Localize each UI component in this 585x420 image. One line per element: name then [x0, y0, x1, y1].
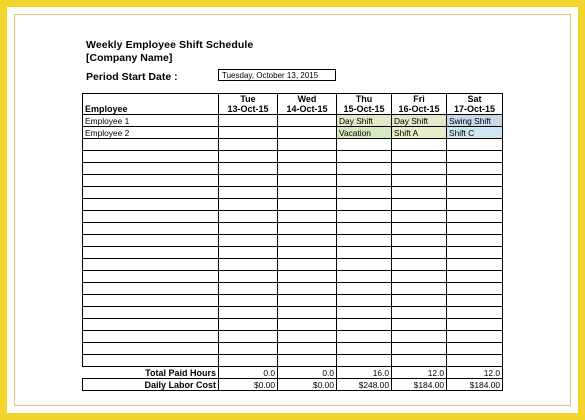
shift-cell[interactable]	[447, 319, 503, 331]
shift-cell[interactable]	[337, 283, 392, 295]
shift-cell[interactable]: Swing Shift	[447, 115, 503, 127]
shift-cell[interactable]	[337, 319, 392, 331]
shift-cell[interactable]	[337, 199, 392, 211]
shift-cell[interactable]	[392, 295, 447, 307]
shift-cell[interactable]	[447, 223, 503, 235]
total-paid-hours-row	[83, 367, 503, 379]
shift-cell[interactable]	[219, 355, 278, 367]
period-start-label: Period Start Date :	[86, 71, 178, 83]
shift-cell[interactable]	[219, 223, 278, 235]
employee-cell[interactable]	[83, 319, 219, 331]
day-name: Tue	[240, 94, 256, 104]
day-date: 16-Oct-15	[398, 104, 440, 114]
shift-cell[interactable]	[219, 199, 278, 211]
employee-cell[interactable]	[83, 331, 219, 343]
shift-cell[interactable]	[219, 175, 278, 187]
employee-cell[interactable]	[83, 199, 219, 211]
shift-cell[interactable]	[337, 271, 392, 283]
shift-cell[interactable]	[337, 247, 392, 259]
table-header-row	[83, 94, 503, 115]
shift-cell[interactable]	[337, 187, 392, 199]
shift-cell[interactable]	[392, 319, 447, 331]
table-row	[83, 163, 503, 175]
shift-cell[interactable]	[278, 247, 337, 259]
shift-cell[interactable]	[278, 199, 337, 211]
shift-cell[interactable]	[219, 247, 278, 259]
day-header-wed	[278, 94, 337, 115]
shift-cell[interactable]	[278, 271, 337, 283]
day-header-tue	[219, 94, 278, 115]
table-row	[83, 283, 503, 295]
shift-cell[interactable]	[447, 307, 503, 319]
shift-cell[interactable]	[447, 355, 503, 367]
shift-cell[interactable]	[447, 271, 503, 283]
employee-cell[interactable]	[83, 139, 219, 151]
shift-cell[interactable]	[447, 331, 503, 343]
shift-cell[interactable]	[337, 259, 392, 271]
shift-cell[interactable]	[447, 139, 503, 151]
shift-cell[interactable]	[392, 223, 447, 235]
employee-cell[interactable]	[83, 187, 219, 199]
table-row	[83, 151, 503, 163]
shift-cell[interactable]	[337, 307, 392, 319]
day-date: 14-Oct-15	[286, 104, 328, 114]
shift-cell[interactable]	[278, 127, 337, 139]
day-date: 17-Oct-15	[453, 104, 496, 114]
shift-cell[interactable]	[278, 175, 337, 187]
shift-cell[interactable]	[219, 163, 278, 175]
table-row	[83, 127, 503, 139]
table-row	[83, 343, 503, 355]
employee-cell[interactable]	[83, 355, 219, 367]
shift-cell[interactable]	[447, 163, 503, 175]
shift-cell[interactable]	[337, 295, 392, 307]
table-row	[83, 211, 503, 223]
table-row	[83, 295, 503, 307]
table-row	[83, 355, 503, 367]
daily-labor-cost-row	[83, 379, 503, 391]
shift-cell[interactable]	[219, 211, 278, 223]
table-row	[83, 307, 503, 319]
table-row	[83, 115, 503, 127]
shift-cell[interactable]	[219, 295, 278, 307]
shift-cell[interactable]: Vacation	[337, 127, 392, 139]
shift-cell[interactable]: Day Shift	[392, 115, 447, 127]
shift-cell[interactable]	[219, 187, 278, 199]
shift-cell[interactable]	[278, 355, 337, 367]
shift-cell[interactable]	[278, 259, 337, 271]
total-paid-hours-label: Total Paid Hours	[83, 367, 219, 379]
table-row	[83, 187, 503, 199]
shift-cell[interactable]	[219, 127, 278, 139]
employee-cell[interactable]	[83, 223, 219, 235]
shift-cell[interactable]: Shift A	[392, 127, 447, 139]
shift-cell[interactable]	[337, 223, 392, 235]
cost-cell: $184.00	[392, 379, 447, 391]
total-cell: 12.0	[392, 367, 447, 379]
shift-cell[interactable]	[219, 151, 278, 163]
shift-cell[interactable]	[278, 295, 337, 307]
shift-cell[interactable]	[278, 211, 337, 223]
shift-cell[interactable]	[392, 283, 447, 295]
shift-cell[interactable]	[337, 343, 392, 355]
cost-cell: $0.00	[219, 379, 278, 391]
shift-cell[interactable]	[392, 187, 447, 199]
shift-cell[interactable]	[447, 151, 503, 163]
shift-cell[interactable]	[392, 307, 447, 319]
total-cell: 12.0	[447, 367, 503, 379]
shift-cell[interactable]: Shift C	[447, 127, 503, 139]
total-cell: 16.0	[337, 367, 392, 379]
shift-cell[interactable]	[278, 343, 337, 355]
employee-cell[interactable]	[83, 247, 219, 259]
table-row	[83, 223, 503, 235]
shift-cell[interactable]	[447, 187, 503, 199]
shift-cell[interactable]	[337, 331, 392, 343]
day-header-sat	[447, 94, 503, 115]
table-row	[83, 235, 503, 247]
shift-cell[interactable]	[278, 235, 337, 247]
day-header-fri	[392, 94, 447, 115]
shift-cell[interactable]	[278, 139, 337, 151]
shift-cell[interactable]	[447, 343, 503, 355]
shift-cell[interactable]	[219, 343, 278, 355]
day-name: Fri	[413, 94, 425, 104]
cost-cell: $0.00	[278, 379, 337, 391]
shift-cell[interactable]	[337, 175, 392, 187]
period-start-input[interactable]: Tuesday, October 13, 2015	[218, 69, 336, 81]
day-date: 13-Oct-15	[227, 104, 269, 114]
employee-cell[interactable]	[83, 307, 219, 319]
cost-cell: $184.00	[447, 379, 503, 391]
shift-cell[interactable]	[392, 199, 447, 211]
shift-cell[interactable]	[392, 343, 447, 355]
day-header-thu	[337, 94, 392, 115]
shift-cell[interactable]	[392, 271, 447, 283]
schedule-table	[82, 93, 503, 391]
shift-cell[interactable]	[337, 211, 392, 223]
shift-cell[interactable]: Day Shift	[337, 115, 392, 127]
shift-cell[interactable]	[392, 151, 447, 163]
day-name: Wed	[297, 94, 317, 104]
shift-cell[interactable]	[447, 259, 503, 271]
shift-cell[interactable]	[392, 331, 447, 343]
shift-cell[interactable]	[278, 223, 337, 235]
shift-cell[interactable]	[278, 331, 337, 343]
shift-cell[interactable]	[219, 115, 278, 127]
employee-cell[interactable]: Employee 1	[83, 115, 219, 127]
shift-cell[interactable]	[392, 139, 447, 151]
table-row	[83, 247, 503, 259]
blank-rows	[83, 139, 503, 367]
shift-cell[interactable]	[219, 139, 278, 151]
shift-cell[interactable]	[219, 331, 278, 343]
shift-cell[interactable]	[219, 259, 278, 271]
shift-cell[interactable]	[447, 175, 503, 187]
day-name: Thu	[355, 94, 373, 104]
employee-cell[interactable]	[83, 283, 219, 295]
shift-cell[interactable]	[219, 319, 278, 331]
shift-cell[interactable]	[337, 151, 392, 163]
shift-cell[interactable]	[392, 235, 447, 247]
table-row	[83, 259, 503, 271]
table-row	[83, 199, 503, 211]
company-name: [Company Name]	[86, 52, 173, 64]
shift-cell[interactable]	[392, 175, 447, 187]
table-row	[83, 139, 503, 151]
shift-cell[interactable]	[392, 355, 447, 367]
employee-cell[interactable]: Employee 2	[83, 127, 219, 139]
table-row	[83, 271, 503, 283]
table-row	[83, 175, 503, 187]
shift-cell[interactable]	[278, 283, 337, 295]
shift-cell[interactable]	[337, 235, 392, 247]
day-date: 15-Oct-15	[343, 104, 385, 114]
schedule-title: Weekly Employee Shift Schedule	[86, 39, 254, 51]
employee-cell[interactable]	[83, 259, 219, 271]
shift-cell[interactable]	[278, 115, 337, 127]
day-name: Sat	[467, 94, 482, 104]
shift-cell[interactable]	[278, 151, 337, 163]
shift-cell[interactable]	[219, 283, 278, 295]
shift-cell[interactable]	[447, 235, 503, 247]
employee-cell[interactable]	[83, 343, 219, 355]
table-row	[83, 319, 503, 331]
employee-cell[interactable]	[83, 151, 219, 163]
shift-cell[interactable]	[392, 211, 447, 223]
shift-cell[interactable]	[278, 163, 337, 175]
employee-cell[interactable]	[83, 163, 219, 175]
shift-cell[interactable]	[447, 211, 503, 223]
shift-cell[interactable]	[447, 247, 503, 259]
employee-cell[interactable]	[83, 211, 219, 223]
shift-cell[interactable]	[219, 235, 278, 247]
table-row	[83, 331, 503, 343]
shift-cell[interactable]	[278, 307, 337, 319]
daily-labor-cost-label: Daily Labor Cost	[83, 379, 219, 391]
shift-cell[interactable]	[447, 295, 503, 307]
shift-cell[interactable]	[337, 163, 392, 175]
shift-cell[interactable]	[219, 307, 278, 319]
shift-cell[interactable]	[392, 163, 447, 175]
employee-cell[interactable]	[83, 271, 219, 283]
shift-cell[interactable]	[392, 259, 447, 271]
employee-cell[interactable]	[83, 295, 219, 307]
cost-cell: $248.00	[337, 379, 392, 391]
shift-cell[interactable]	[337, 355, 392, 367]
shift-cell[interactable]	[447, 283, 503, 295]
total-cell: 0.0	[278, 367, 337, 379]
shift-cell[interactable]	[219, 271, 278, 283]
employee-cell[interactable]	[83, 175, 219, 187]
shift-cell[interactable]	[278, 187, 337, 199]
employee-column-header: Employee	[83, 94, 219, 115]
shift-cell[interactable]	[447, 199, 503, 211]
shift-cell[interactable]	[392, 247, 447, 259]
shift-cell[interactable]	[337, 139, 392, 151]
employee-cell[interactable]	[83, 235, 219, 247]
shift-cell[interactable]	[278, 319, 337, 331]
total-cell: 0.0	[219, 367, 278, 379]
